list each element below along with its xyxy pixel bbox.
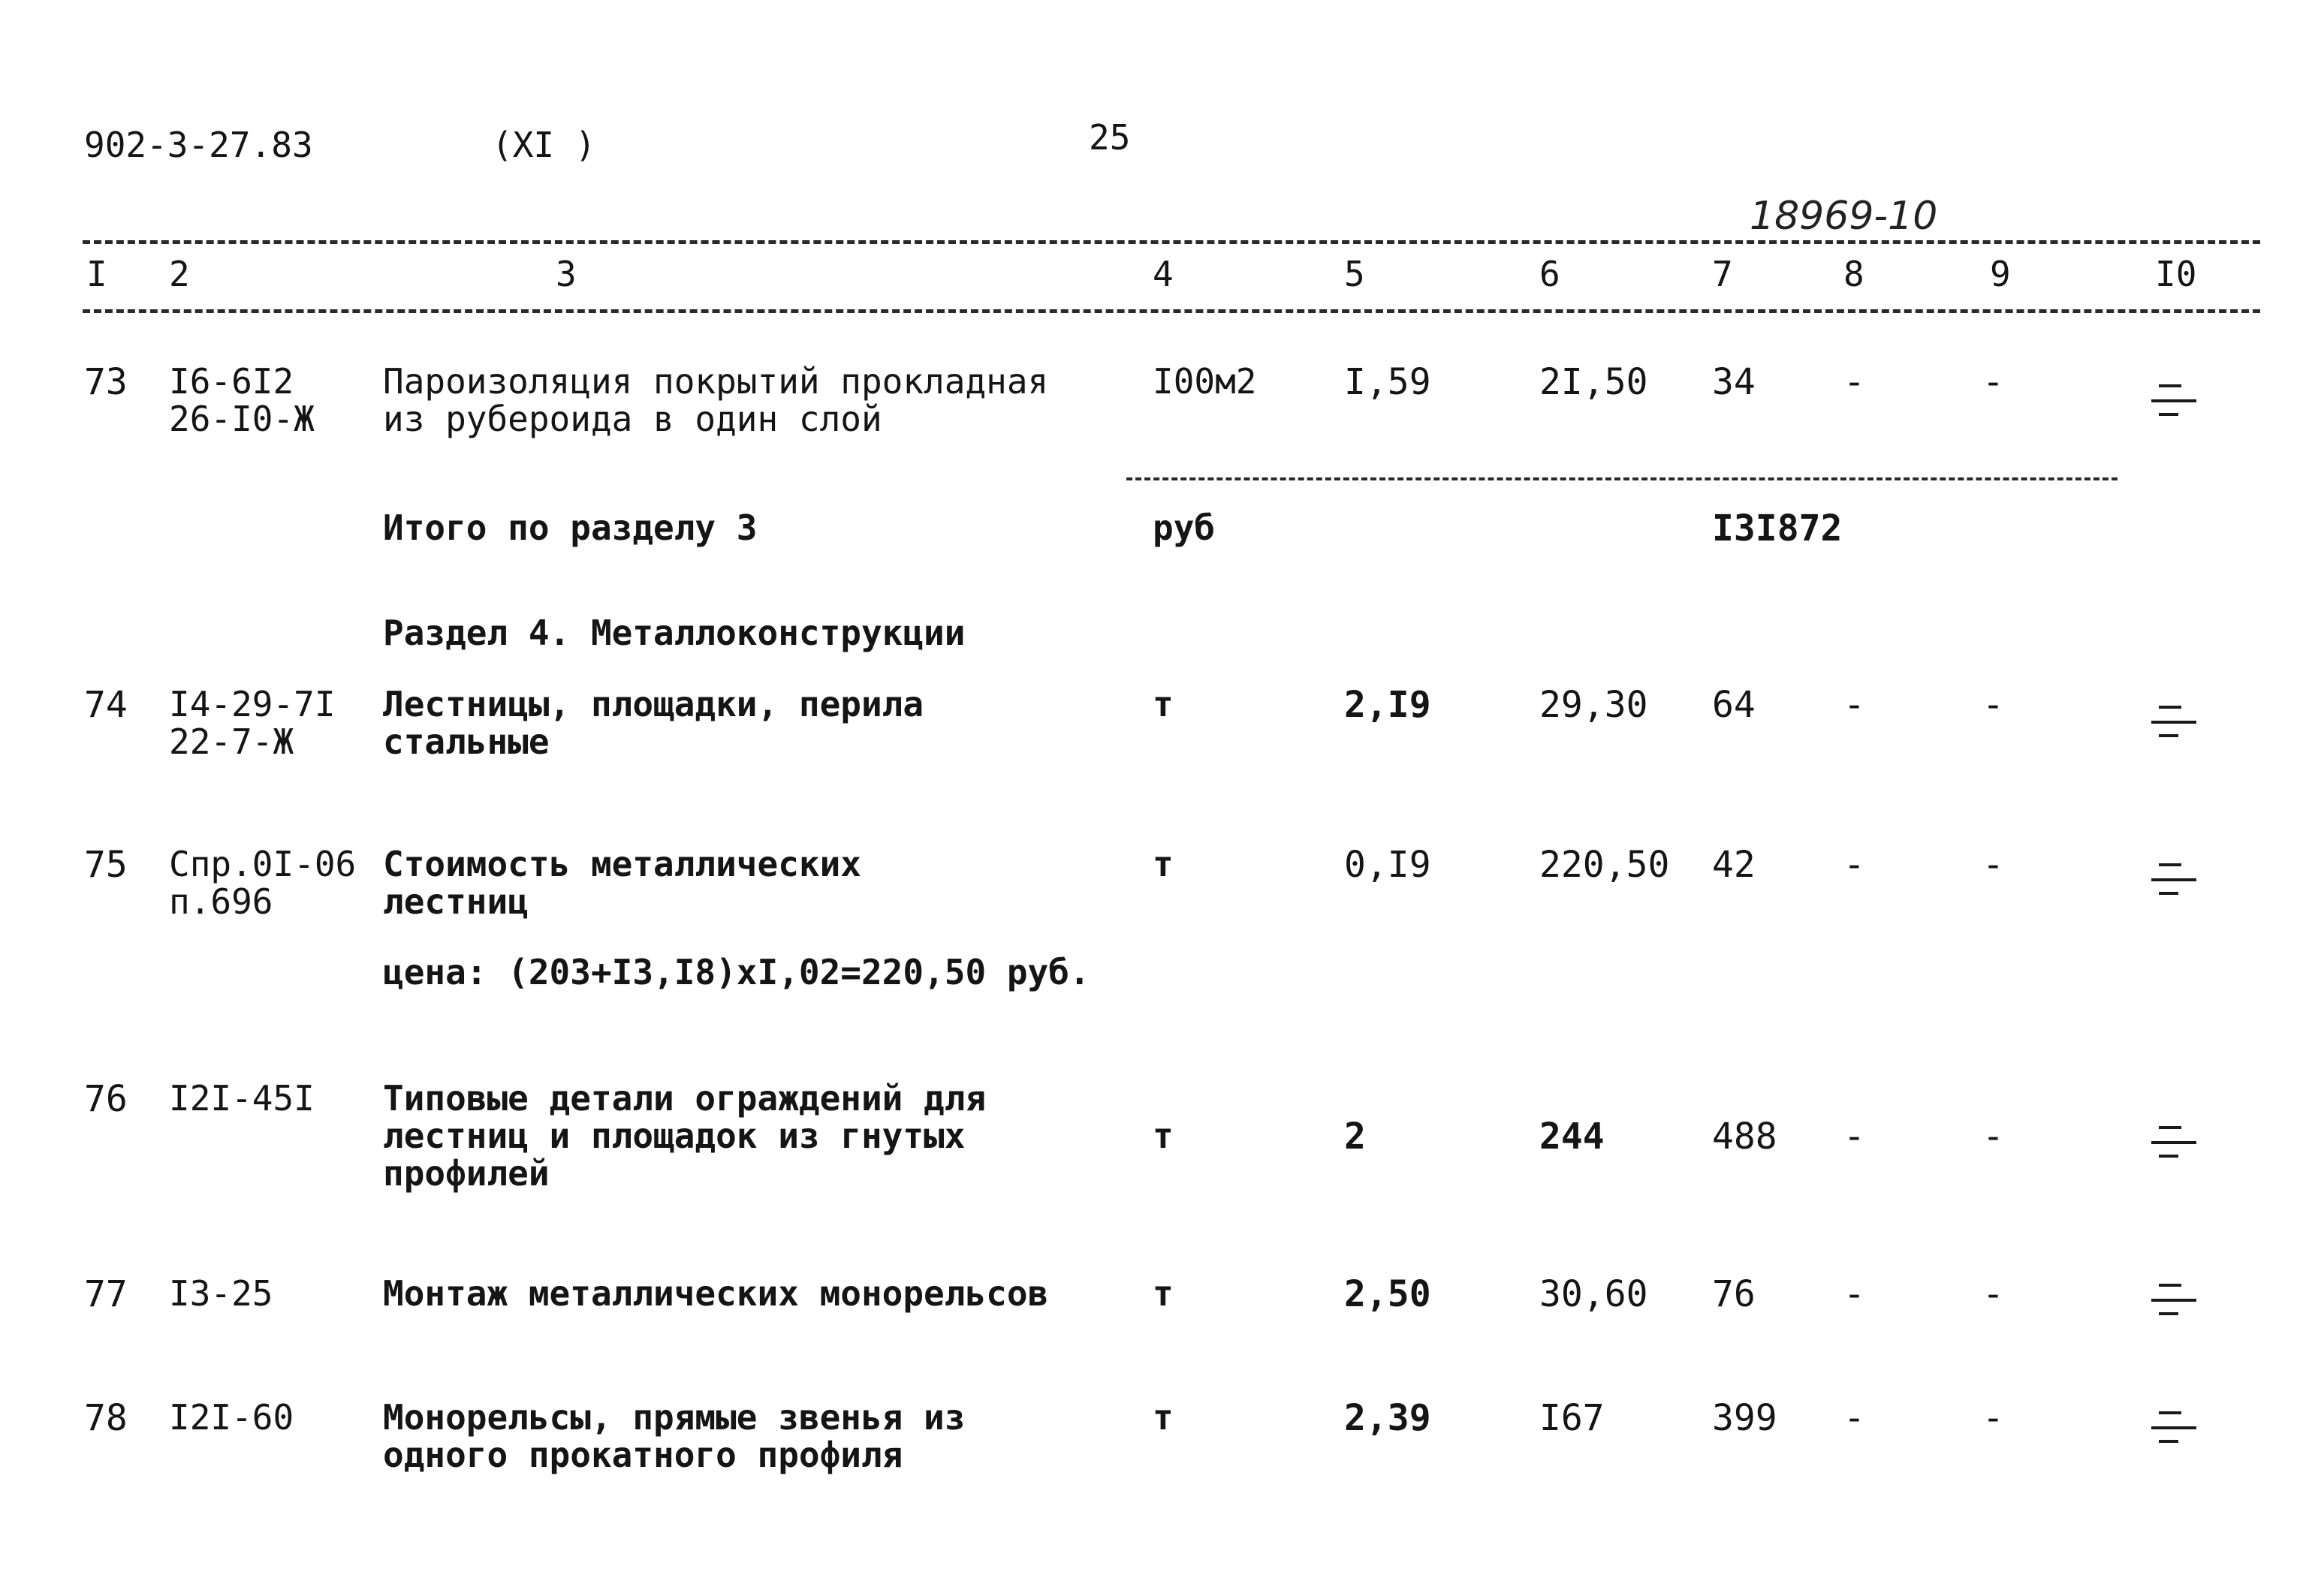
tick-mark-icon — [2151, 863, 2196, 899]
row-number: 75 — [84, 844, 128, 886]
column-header: 4 — [1153, 254, 1174, 294]
section-total-unit: руб — [1153, 507, 1216, 548]
col8-value: - — [1843, 844, 1865, 886]
col8-value: - — [1843, 361, 1865, 403]
unit: I00м2 — [1153, 361, 1257, 402]
document-code: 902-3-27.83 — [84, 125, 313, 165]
norm-code: I2I-45I — [169, 1078, 315, 1119]
tick-mark-icon — [2151, 1126, 2196, 1162]
col8-value: - — [1843, 1116, 1865, 1158]
header-top-rule — [83, 240, 2260, 244]
column-header: I — [86, 254, 107, 294]
tick-mark-icon — [2151, 384, 2196, 420]
price-calculation-note: цена: (203+I3,I8)хI,02=220,50 руб. — [383, 952, 1090, 992]
col9-value: - — [1982, 844, 2004, 886]
page-number: 25 — [1089, 117, 1131, 158]
work-description-line3: профилей — [383, 1153, 550, 1194]
work-description-line2: стальные — [383, 721, 550, 762]
col9-value: - — [1982, 684, 2004, 726]
total-cost: 488 — [1712, 1116, 1777, 1158]
column-header: 7 — [1712, 254, 1733, 294]
norm-code-line2: 22-7-Ж — [169, 721, 294, 762]
work-description-line2: одного прокатного профиля — [383, 1435, 903, 1475]
work-description-line2: лестниц — [383, 881, 529, 922]
handwritten-reference: 18969-10 — [1750, 194, 1938, 239]
norm-code: Спр.0I-06 — [169, 844, 357, 884]
unit-price: 29,30 — [1539, 684, 1648, 726]
work-description: Монорельсы, прямые звенья из — [383, 1397, 966, 1438]
section-total-value: I3I872 — [1712, 507, 1843, 550]
row-number: 76 — [84, 1078, 128, 1120]
norm-code-line2: п.696 — [169, 881, 273, 922]
norm-code: I6-6I2 — [169, 361, 294, 402]
unit-price: 220,50 — [1539, 844, 1670, 886]
total-cost: 42 — [1712, 844, 1756, 886]
header-bottom-rule — [83, 309, 2260, 313]
column-header: 5 — [1344, 254, 1365, 294]
unit-price: 2I,50 — [1539, 361, 1648, 403]
quantity: I,59 — [1344, 361, 1431, 403]
work-description: Пароизоляция покрытий прокладная — [383, 361, 1049, 402]
column-header: 9 — [1990, 254, 2011, 294]
quantity: 2,39 — [1344, 1397, 1431, 1439]
row-number: 74 — [84, 684, 128, 726]
column-header: 2 — [169, 254, 190, 294]
col8-value: - — [1843, 1397, 1865, 1439]
section-total-label: Итого по разделу 3 — [383, 507, 758, 548]
unit: т — [1153, 844, 1174, 884]
section-heading: Раздел 4. Металлоконструкции — [383, 613, 966, 653]
work-description: Стоимость металлических — [383, 844, 861, 884]
quantity: 2,I9 — [1344, 684, 1431, 726]
col9-value: - — [1982, 361, 2004, 403]
subtotal-rule — [1126, 477, 2118, 480]
col9-value: - — [1982, 1116, 2004, 1158]
tick-mark-icon — [2151, 1411, 2196, 1447]
total-cost: 64 — [1712, 684, 1756, 726]
col8-value: - — [1843, 684, 1865, 726]
work-description-line2: из рубероида в один слой — [383, 399, 882, 439]
norm-code: I4-29-7I — [169, 684, 336, 724]
total-cost: 34 — [1712, 361, 1756, 403]
work-description-line2: лестниц и площадок из гнутых — [383, 1116, 966, 1156]
work-description: Монтаж металлических монорельсов — [383, 1273, 1049, 1314]
work-description: Лестницы, площадки, перила — [383, 684, 924, 724]
norm-code-line2: 26-I0-Ж — [169, 399, 315, 439]
unit: т — [1153, 1116, 1174, 1156]
quantity: 0,I9 — [1344, 844, 1431, 886]
column-header: I0 — [2155, 254, 2197, 294]
row-number: 77 — [84, 1273, 128, 1315]
unit: т — [1153, 684, 1174, 724]
column-header: 8 — [1843, 254, 1864, 294]
col9-value: - — [1982, 1397, 2004, 1439]
unit-price: 244 — [1539, 1116, 1605, 1158]
col8-value: - — [1843, 1273, 1865, 1315]
column-header: 3 — [556, 254, 577, 294]
row-number: 78 — [84, 1397, 128, 1439]
col9-value: - — [1982, 1273, 2004, 1315]
total-cost: 76 — [1712, 1273, 1756, 1315]
norm-code: I2I-60 — [169, 1397, 294, 1438]
unit: т — [1153, 1273, 1174, 1314]
quantity: 2 — [1344, 1116, 1366, 1158]
unit: т — [1153, 1397, 1174, 1438]
quantity: 2,50 — [1344, 1273, 1431, 1315]
tick-mark-icon — [2151, 706, 2196, 742]
norm-code: I3-25 — [169, 1273, 273, 1314]
work-description: Типовые детали ограждений для — [383, 1078, 987, 1119]
series-label: (XI ) — [492, 125, 596, 165]
column-header: 6 — [1539, 254, 1560, 294]
unit-price: I67 — [1539, 1397, 1605, 1439]
tick-mark-icon — [2151, 1284, 2196, 1320]
row-number: 73 — [84, 361, 128, 403]
total-cost: 399 — [1712, 1397, 1777, 1439]
unit-price: 30,60 — [1539, 1273, 1648, 1315]
